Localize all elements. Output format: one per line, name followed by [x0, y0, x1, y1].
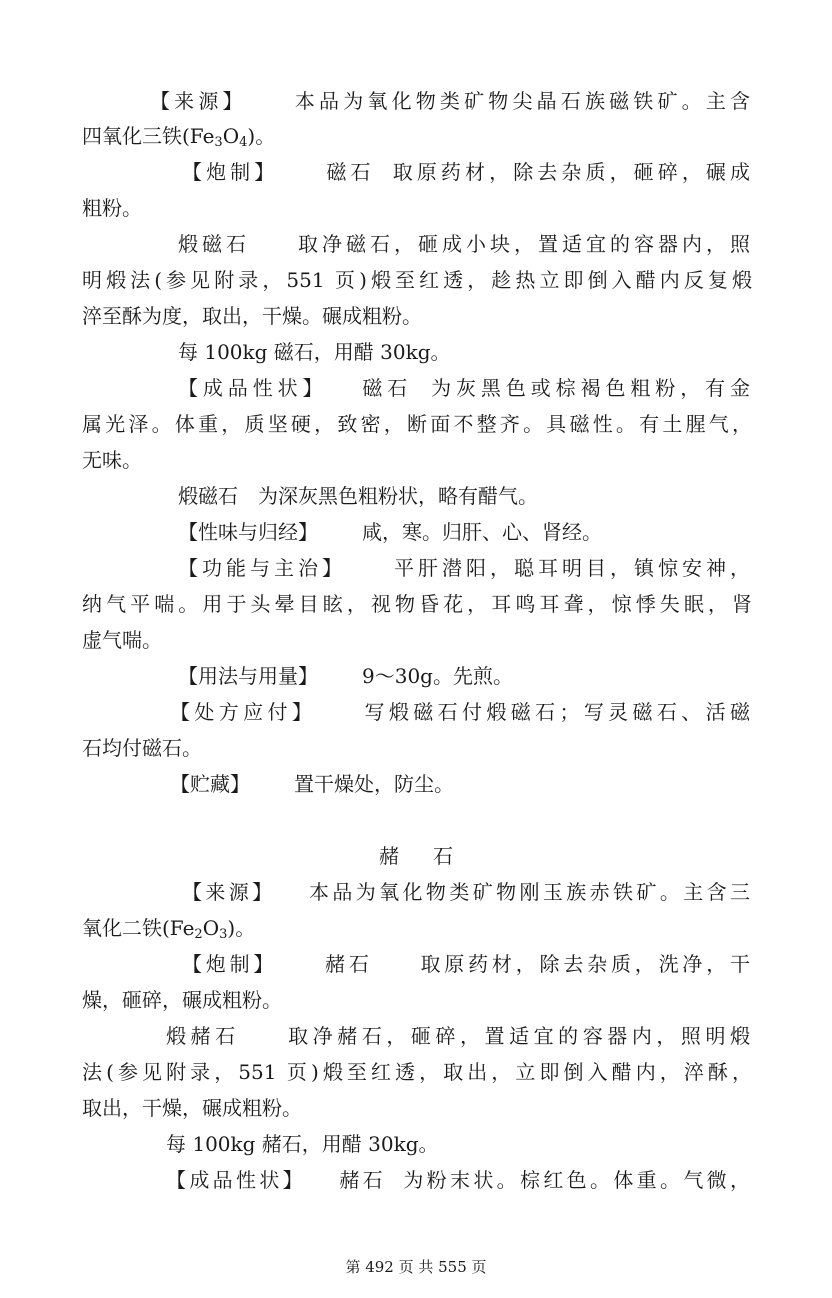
cishi-source-line-1: 【来源】 本品为氧化物类矿物尖晶石族磁铁矿。主含: [150, 89, 751, 113]
zheshi-calcined-line-3: 取出，干燥，碾成粗粉。: [82, 1096, 302, 1120]
zheshi-traits-line-1: 【成品性状】 赭石 为粉末状。棕红色。体重。气微，: [166, 1168, 750, 1192]
cishi-nature-line: 【性味与归经】 咸，寒。归肝、心、肾经。: [178, 520, 602, 544]
cishi-storage-line: 【贮藏】 置干燥处，防尘。: [170, 772, 454, 796]
zheshi-traits-label: 【成品性状】: [166, 1168, 306, 1192]
cishi-traits-calcined: 煅磁石 为深灰黑色粗粉状，略有醋气。: [178, 484, 538, 508]
cishi-process-line-1: 【炮制】 磁石 取原药材，除去杂质，砸碎，碾成: [182, 160, 751, 184]
cishi-usage-label: 【用法与用量】: [178, 664, 318, 688]
zheshi-source-label: 【来源】: [182, 880, 276, 904]
cishi-process-line-2: 粗粉。: [82, 196, 142, 220]
cishi-traits-label: 【成品性状】: [178, 376, 328, 400]
cishi-traits-line-1: 【成品性状】 磁石 为灰黑色或棕褐色粗粉，有金: [178, 376, 751, 400]
cishi-usage-line: 【用法与用量】 9～30g。先煎。: [178, 664, 513, 688]
zheshi-calcined-line-1: 煅赭石 取净赭石，砸碎，置适宜的容器内，照明煅: [166, 1024, 751, 1048]
cishi-source-label: 【来源】: [150, 89, 247, 113]
zheshi-source-line-1: 【来源】 本品为氧化物类矿物刚玉族赤铁矿。主含三: [182, 880, 751, 904]
zheshi-calcined-line-2: 法(参见附录，551 页)煅至红透，取出，立即倒入醋内，淬酥，: [82, 1060, 752, 1084]
cishi-prescription-line-1: 【处方应付】 写煅磁石付煅磁石；写灵磁石、活磁: [170, 700, 751, 724]
cishi-prescription-line-2: 石均付磁石。: [82, 736, 202, 760]
zheshi-source-line-2: 氧化二铁$(Fe_2O_3)$。: [82, 916, 256, 942]
cishi-function-line-2: 纳气平喘。用于头晕目眩，视物昏花，耳鸣耳聋，惊悸失眠，肾: [82, 592, 752, 616]
zheshi-process-line-1: 【炮制】 赭石 取原药材，除去杂质，洗净，干: [182, 952, 751, 976]
cishi-source-line-2: 四氧化三铁$(Fe_3O_4)$。: [82, 124, 276, 150]
cishi-function-line-1: 【功能与主治】 平肝潜阳，聪耳明目，镇惊安神，: [178, 556, 750, 580]
zheshi-ratio: 每 100kg 赭石，用醋 30kg。: [166, 1132, 439, 1156]
cishi-process-label: 【炮制】: [182, 160, 279, 184]
cishi-storage-label: 【贮藏】: [170, 772, 250, 796]
cishi-traits-line-2: 属光泽。体重，质坚硬，致密，断面不整齐。具磁性。有土腥气，: [82, 412, 752, 436]
cishi-function-label: 【功能与主治】: [178, 556, 346, 580]
cishi-nature-label: 【性味与归经】: [178, 520, 318, 544]
cishi-traits-line-3: 无味。: [82, 448, 142, 472]
page-footer: 第 492 页 共 555 页: [345, 1258, 487, 1276]
cishi-function-line-3: 虚气喘。: [82, 628, 162, 652]
cishi-calcined-line-1: 煅磁石 取净磁石，砸成小块，置适宜的容器内，照: [178, 232, 750, 256]
zheshi-process-line-2: 燥，砸碎，碾成粗粉。: [82, 988, 282, 1012]
cishi-prescription-label: 【处方应付】: [170, 700, 317, 724]
cishi-calcined-line-3: 淬至酥为度，取出，干燥。碾成粗粉。: [82, 304, 422, 328]
zheshi-process-label: 【炮制】: [182, 952, 278, 976]
cishi-ratio: 每 100kg 磁石，用醋 30kg。: [178, 340, 451, 364]
zheshi-section-title: 赭石: [379, 844, 487, 868]
cishi-calcined-line-2: 明煅法(参见附录，551 页)煅至红透，趁热立即倒入醋内反复煅: [82, 268, 752, 292]
